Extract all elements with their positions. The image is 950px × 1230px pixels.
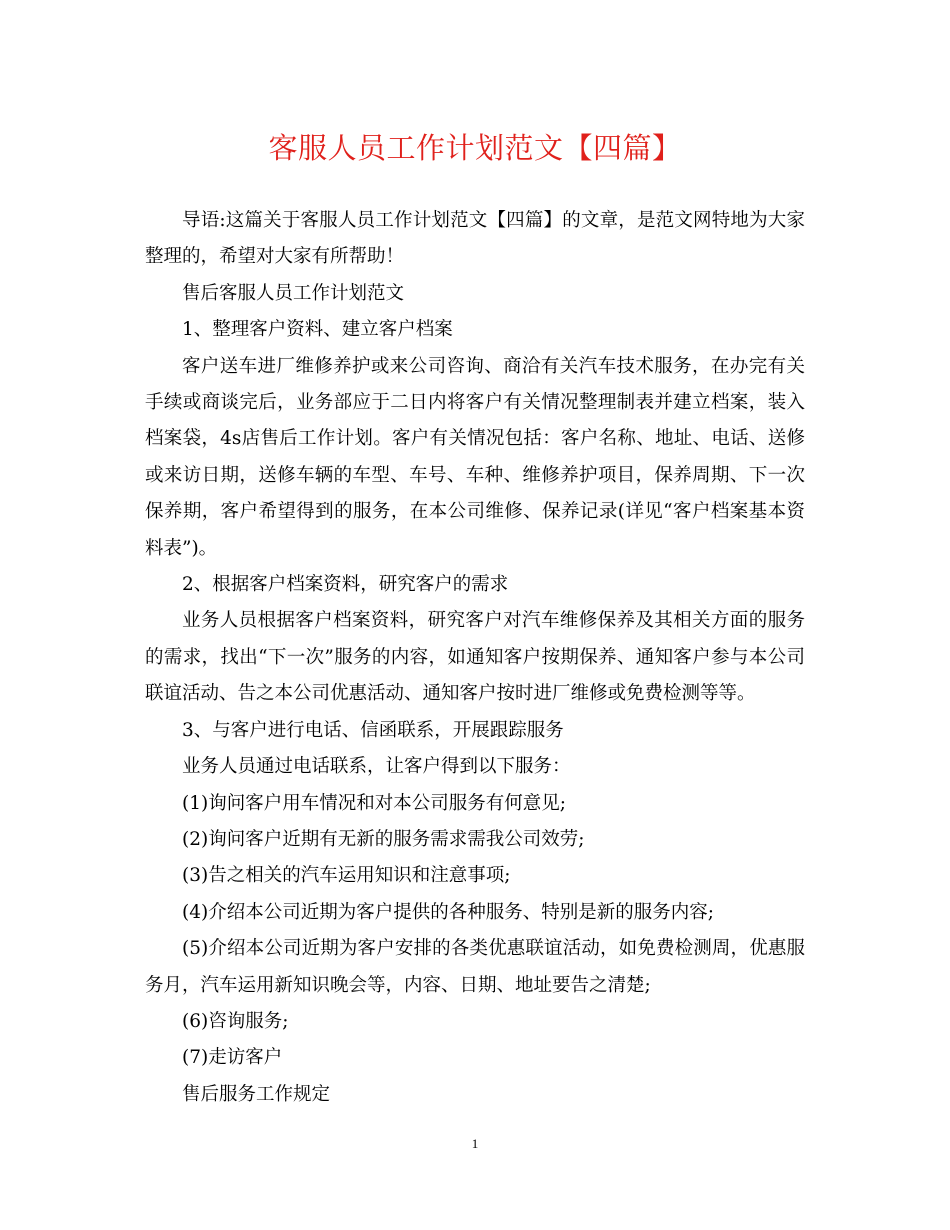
section-heading: 售后服务工作规定 (182, 1083, 331, 1105)
body-paragraph: 业务人员通过电话联系，让客户得到以下服务： (182, 756, 571, 778)
list-item: (5)介绍本公司近期为客户安排的各类优惠联谊活动，如免费检测周，优惠服务月，汽车运用新知识晚会等，内容、日期、地址要告之清楚; (145, 938, 805, 996)
intro-paragraph: 导语:这篇关于客服人员工作计划范文【四篇】的文章，是范文网特地为大家整理的，希望对大家有所帮助！ (145, 210, 805, 268)
list-item: (4)介绍本公司近期为客户提供的各种服务、特别是新的服务内容; (182, 901, 714, 923)
list-item: (3)告之相关的汽车运用知识和注意事项; (182, 865, 511, 887)
body-paragraph: 客户送车进厂维修养护或来公司咨询、商洽有关汽车技术服务，在办完有关手续或商谈完后，业务部应于二日内将客户有关情况整理制表并建立档案，装入档案袋，4s店售后工作计划。客户有关情况包括：客户名称、地址、电话、送修或来访日期，送修车辆的车型、车号、车种、维修养护项目，保养周期、下一次保养期，客户希望得到的服务，在本公司维修、保养记录(详见“客户档案基本资料表”)。 (145, 355, 805, 559)
body-paragraph: 业务人员根据客户档案资料，研究客户对汽车维修保养及其相关方面的服务的需求，找出“下一次”服务的内容，如通知客户按期保养、通知客户参与本公司联谊活动、告之本公司优惠活动、通知客户按时进厂维修或免费检测等等。 (145, 610, 805, 705)
item-heading-2: 2、根据客户档案资料，研究客户的需求 (182, 574, 509, 596)
list-item: (1)询问客户用车情况和对本公司服务有何意见; (182, 792, 566, 814)
list-item: (7)走访客户 (182, 1047, 283, 1069)
list-item: (2)询问客户近期有无新的服务需求需我公司效劳; (182, 828, 585, 850)
page-number: 1 (471, 1136, 479, 1151)
document-title: 客服人员工作计划范文【四篇】 (268, 131, 682, 165)
document-body (145, 203, 805, 1113)
list-item: (6)咨询服务; (182, 1010, 289, 1032)
item-heading-3: 3、与客户进行电话、信函联系，开展跟踪服务 (182, 719, 564, 741)
item-heading-1: 1、整理客户资料、建立客户档案 (182, 319, 453, 341)
section-heading: 售后客服人员工作计划范文 (182, 282, 405, 304)
